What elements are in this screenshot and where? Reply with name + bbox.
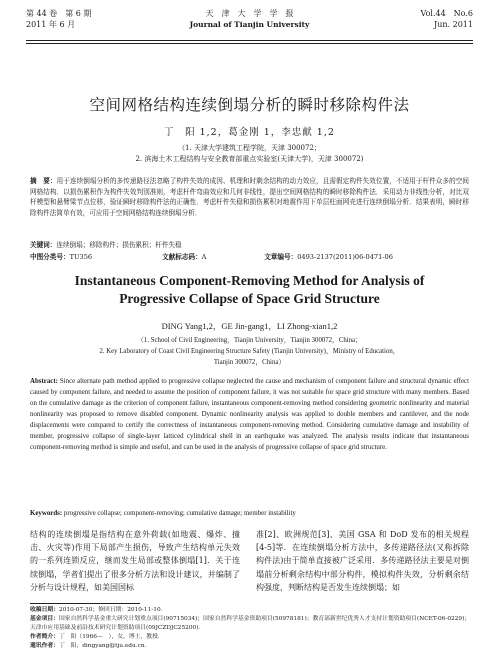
footnote-rule <box>30 603 140 604</box>
date-en: Jun. 2011 <box>434 20 473 29</box>
fund-text: 国家自然科学基金重大研究计划重点项目(90715034)；国家自然科学基金资助项目(50978181)；教育部新世纪优秀人才支持计划资助项目(NCET-06-0229)；天津市应用基础及前沿技术研究计划资助项目(09JCZDJC25200)． <box>30 616 471 631</box>
contact-text: 丁 阳，dingyang@tju.edu.cn． <box>59 643 151 649</box>
abstract-en <box>30 376 469 453</box>
title-en-line1: Instantaneous Component-Removing Method for Analysis of <box>74 273 425 288</box>
header-rule-thin <box>26 43 473 44</box>
journal-name-en: Journal of Tianjin University <box>189 20 310 29</box>
abstract-cn <box>30 176 469 218</box>
abstract-en-text: Since alternate path method applied to progressive collapse neglected the cause and mechanism of component failure and structural dynamic effect caused by component failure, and needed to assume the position of component failure, it was not suitable for space grid structure with many members. Based on the cumulative damage as the criterion of component failure, instantaneous component-removing method considering geometric nonlinearity and material nonlinearity was proposed to remove disabled component. Dynamic nonlinearity analysis was applied to double members and cantilever, and the node displacements were compared to certify the correctness of instantaneous component-removing method. Considering cumulative damage and instability of member, progressive collapse of single-layer latticed cylindrical shell in an earthquake was analyzed. The analysis results indicate that instantaneous component-removing method is simple and useful, and can be used in the analysis of progressive collapse of space grid structure. <box>30 378 469 451</box>
header-center <box>26 8 473 30</box>
received-label: 收稿日期： <box>30 607 59 613</box>
affiliation-cn-2: 2. 滨海土木工程结构与安全教育部重点实验室(天津大学)，天津 300072) <box>135 155 364 163</box>
footnote-author <box>30 633 473 642</box>
authors-cn: 丁 阳 1,2，葛金刚 1，李忠献 1,2 <box>164 127 335 138</box>
abstract-en-label: Abstract: <box>30 378 58 385</box>
article-no-label: 文章编号： <box>264 253 298 261</box>
clc-value: TU356 <box>69 253 93 261</box>
authors-en: DING Yang1,2，GE Jin-gang1，LI Zhong-xian1,2 <box>161 321 338 331</box>
body-column-left: 结构的连续倒塌是指结构在意外荷载(如地震、爆炸、撞击、火灾等)作用下局部产生损伤，导致产生结构单元失效的一系列连锁反应，继而发生局部或整体倒塌[1]．关于连续倒塌，学者们提出了很多分析方法和设计建议，并编制了分析与设计规程，如美国国标 <box>30 530 240 592</box>
volume-issue-en: Vol.44 No.6 <box>420 9 473 18</box>
affiliation-en-1: （1. School of Civil Engineering，Tianjin University，Tianjin 300072，China； <box>137 337 362 344</box>
classification-line <box>30 251 469 261</box>
keywords-en-label: Keywords: <box>30 510 63 517</box>
header-rule <box>26 40 473 41</box>
keywords-cn <box>30 239 469 249</box>
author-label: 作者简介： <box>30 634 59 640</box>
footnote-fund <box>30 615 473 632</box>
author-text: 丁 阳（1966— ），女，博士，教授． <box>59 634 164 640</box>
footnote-contact <box>30 642 473 651</box>
date-cn: 2011 年 6 月 <box>26 20 76 29</box>
running-header <box>26 8 473 42</box>
footnote-received <box>30 606 473 615</box>
abstract-cn-label: 摘 要： <box>30 177 57 185</box>
doc-code-label: 文献标志码： <box>162 253 202 261</box>
affiliation-cn-1: （1. 天津大学建筑工程学院，天津 300072； <box>178 144 321 152</box>
keywords-en-text: progressive collapse; component-removing; cumulative damage; member instability <box>63 510 296 517</box>
volume-issue-cn: 第 44 卷 第 6 期 <box>26 9 92 18</box>
body-column-right: 准[2]、欧洲规范[3]、美国 GSA 和 DoD 发布的相关规程[4-5]等．在连续倒塌分析方法中，多传递路径法(又称拆除构件法)由于简单直接被广泛采用．多传递路径法主要是对倒塌前分析剩余结构中部分构件，模拟构件失效，分析剩余结构强度，判断结构是否发生连续倒塌；如 <box>256 530 469 592</box>
abstract-cn-text: 用于连续倒塌分析的多传递路径法忽略了构件失效的成因、机理和时剩余结构的动力效应，且需假定构件失效位置，不适用于杆件众多的空间网格结构．以损伤累积作为构件失效判别准则，考虑杆件弯曲效应和几何非线性，提出空间网格结构的瞬时移除构件法．采用动力非线性分析，对比双杆模型和悬臂梁节点位移，验证瞬时移除构件法的正确性．考虑杆件失稳和损伤累积对地震作用下单层柱面网壳进行连续倒塌分析．结果表明，瞬时移除构件法简单有效，可应用于空间网格结构连续倒塌分析． <box>30 177 469 217</box>
journal-name-cn: 天 津 大 学 学 报 <box>205 9 294 18</box>
keywords-en <box>30 510 469 517</box>
contact-label: 通讯作者： <box>30 643 59 649</box>
keywords-cn-label: 关键词： <box>30 241 57 249</box>
doc-code-value: A <box>201 253 207 261</box>
affiliation-en-2: 2. Key Laboratory of Coast Civil Engineering Structure Safety (Tianjin University)，Ministry of Education， <box>99 348 400 355</box>
fund-label: 基金项目： <box>30 616 59 622</box>
affiliation-en-3: Tianjin 300072，China） <box>213 359 286 366</box>
title-en-line2: Progressive Collapse of Space Grid Structure <box>119 291 380 306</box>
clc-label: 中图分类号： <box>30 253 70 261</box>
keywords-cn-text: 连续倒塌；移除构件；损伤累积；杆件失稳 <box>56 241 182 249</box>
title-cn: 空间网格结构连续倒塌分析的瞬时移除构件法 <box>89 96 410 114</box>
received-text: 2010-07-30；修回日期：2010-11-10． <box>59 607 167 613</box>
article-no-value: 0493-2137(2011)06-0471-06 <box>297 253 393 261</box>
header-right <box>421 8 473 30</box>
